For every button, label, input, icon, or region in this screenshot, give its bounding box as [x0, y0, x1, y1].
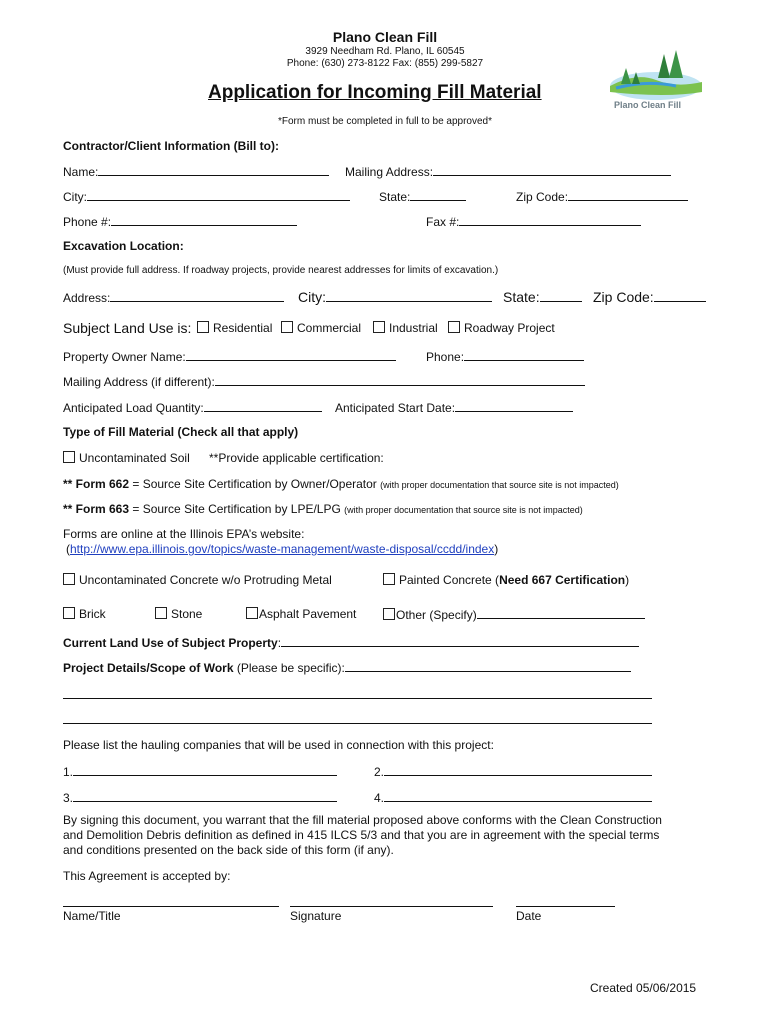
hauling-4-field[interactable]: [374, 790, 652, 805]
checkbox-icon[interactable]: [155, 607, 167, 619]
checkbox-icon[interactable]: [383, 608, 395, 620]
contractor-phone-field[interactable]: [63, 214, 297, 229]
checkbox-icon[interactable]: [373, 321, 385, 333]
land-use-roadway-label: Roadway Project: [464, 321, 555, 335]
excavation-zip-field[interactable]: [593, 288, 706, 305]
contractor-phone-label: Phone #:: [63, 215, 112, 229]
current-use-label: Current Land Use of Subject Property: [63, 636, 278, 650]
fill-other-label: Other (Specify): [396, 608, 477, 622]
form-663-text: = Source Site Certification by LPE/LPG: [129, 502, 345, 516]
hauling-prompt: Please list the hauling companies that will be used in connection with this project:: [63, 738, 494, 752]
load-qty-label: Anticipated Load Quantity:: [63, 401, 204, 415]
checkbox-icon[interactable]: [246, 607, 258, 619]
hauling-1-field[interactable]: [63, 764, 337, 779]
excavation-address-label: Address:: [63, 291, 111, 305]
excavation-city-label: City:: [298, 289, 326, 305]
project-details-line[interactable]: [345, 660, 631, 672]
contractor-zip-label: Zip Code:: [516, 190, 569, 204]
project-details-line-2[interactable]: [63, 698, 652, 699]
fill-concrete-label: Uncontaminated Concrete w/o Protruding Metal: [79, 573, 332, 587]
fill-asphalt-option[interactable]: [246, 607, 356, 621]
load-qty-field[interactable]: [63, 400, 322, 415]
form-662-note: (with proper documentation that source site is not impacted): [380, 480, 619, 490]
land-use-commercial-label: Commercial: [297, 321, 362, 335]
checkbox-icon[interactable]: [383, 573, 395, 585]
epa-link-wrapper: (http://www.epa.illinois.gov/topics/waste-management/waste-disposal/ccdd/index): [66, 542, 499, 556]
checkbox-icon[interactable]: [448, 321, 460, 333]
start-date-line[interactable]: [455, 400, 573, 412]
fill-painted-end: ): [625, 573, 630, 587]
hauling-4-line[interactable]: [384, 790, 652, 802]
name-title-label: Name/Title: [63, 909, 121, 923]
hauling-3-number: 3.: [63, 791, 74, 805]
excavation-state-field[interactable]: [503, 288, 582, 305]
form-663-note: (with proper documentation that source site is not impacted): [344, 505, 583, 515]
land-use-commercial[interactable]: [281, 321, 361, 335]
checkbox-icon[interactable]: [63, 607, 75, 619]
excavation-city-field[interactable]: [298, 288, 492, 305]
contractor-heading: Contractor/Client Information (Bill to):: [63, 139, 279, 153]
form-subtitle: *Form must be completed in full to be approved*: [278, 116, 492, 127]
project-details-hint: (Please be specific):: [233, 661, 345, 675]
contractor-mailing-label: Mailing Address:: [345, 165, 434, 179]
hauling-1-line[interactable]: [73, 764, 337, 776]
forms-online-text: Forms are online at the Illinois EPA’s website:: [63, 527, 305, 541]
contractor-state-field[interactable]: [379, 189, 466, 204]
contractor-fax-line[interactable]: [459, 214, 641, 226]
logo-text: Plano Clean Fill: [614, 100, 682, 110]
current-use-line[interactable]: [281, 635, 639, 647]
agreement-line-2: and Demolition Debris definition as defined in 415 ILCS 5/3 and that you are in agreement with the special terms: [63, 828, 660, 842]
project-details-field[interactable]: [63, 660, 631, 675]
fill-stone-label: Stone: [171, 607, 203, 621]
checkbox-icon[interactable]: [63, 451, 75, 463]
start-date-label: Anticipated Start Date:: [335, 401, 456, 415]
land-use-label: Subject Land Use is:: [63, 320, 192, 336]
form-662-line: [63, 477, 619, 491]
signature-line[interactable]: [290, 906, 493, 907]
fill-brick-label: Brick: [79, 607, 106, 621]
land-use-industrial-label: Industrial: [389, 321, 438, 335]
checkbox-icon[interactable]: [197, 321, 209, 333]
contractor-mailing-field[interactable]: [345, 164, 671, 179]
excavation-address-line[interactable]: [110, 290, 284, 302]
checkbox-icon[interactable]: [281, 321, 293, 333]
owner-phone-label: Phone:: [426, 350, 465, 364]
company-phone-fax: Phone: (630) 273-8122 Fax: (855) 299-5827: [286, 58, 484, 69]
current-use-colon: :: [277, 636, 282, 650]
contractor-city-line[interactable]: [87, 189, 350, 201]
fill-painted-option[interactable]: [383, 573, 629, 587]
contractor-state-label: State:: [379, 190, 411, 204]
fill-stone-option[interactable]: [155, 607, 202, 621]
excavation-note: (Must provide full address. If roadway projects, provide nearest addresses for limits of excavation.): [63, 265, 499, 276]
hauling-3-line[interactable]: [73, 790, 337, 802]
land-use-roadway[interactable]: [448, 321, 555, 335]
fill-other-line[interactable]: [477, 607, 645, 619]
company-name: Plano Clean Fill: [332, 29, 438, 45]
owner-name-line[interactable]: [186, 349, 396, 361]
signature-label: Signature: [290, 909, 342, 923]
fill-soil-note: **Provide applicable certification:: [209, 451, 384, 465]
checkbox-icon[interactable]: [63, 573, 75, 585]
start-date-field[interactable]: [335, 400, 573, 415]
company-address: 3929 Needham Rd. Plano, IL 60545: [305, 46, 465, 57]
contractor-name-line[interactable]: [98, 164, 329, 176]
contractor-city-label: City:: [63, 190, 87, 204]
name-title-line[interactable]: [63, 906, 279, 907]
agreement-line-3: and conditions presented on the back side of this form (if any).: [63, 843, 394, 857]
excavation-zip-line[interactable]: [654, 288, 706, 302]
contractor-fax-field[interactable]: [426, 214, 641, 229]
owner-mailing-line[interactable]: [215, 374, 585, 386]
date-line[interactable]: [516, 906, 615, 907]
form-title: Application for Incoming Fill Material: [208, 82, 542, 103]
owner-phone-line[interactable]: [464, 349, 584, 361]
owner-phone-field[interactable]: [426, 349, 584, 364]
contractor-name-label: Name:: [63, 165, 99, 179]
project-details-line-3[interactable]: [63, 723, 652, 724]
contractor-state-line[interactable]: [410, 189, 466, 201]
fill-painted-label: Painted Concrete (: [399, 573, 500, 587]
current-use-field[interactable]: [63, 635, 639, 650]
owner-name-label: Property Owner Name:: [63, 350, 186, 364]
excavation-address-field[interactable]: [63, 290, 284, 305]
fill-brick-option[interactable]: [63, 607, 106, 621]
owner-mailing-label: Mailing Address (if different):: [63, 375, 215, 389]
hauling-2-number: 2.: [374, 765, 385, 779]
excavation-state-line[interactable]: [540, 288, 582, 302]
hauling-2-line[interactable]: [384, 764, 652, 776]
contractor-phone-line[interactable]: [111, 214, 297, 226]
hauling-1-number: 1.: [63, 765, 74, 779]
contractor-name-field[interactable]: [63, 164, 329, 179]
load-qty-line[interactable]: [204, 400, 322, 412]
fill-asphalt-label: Asphalt Pavement: [259, 607, 357, 621]
fill-soil-label: Uncontaminated Soil: [79, 451, 190, 465]
project-details-label: Project Details/Scope of Work: [63, 661, 234, 675]
form-663-line: [63, 502, 583, 516]
agreement-accepted: This Agreement is accepted by:: [63, 869, 231, 883]
land-use-residential-label: Residential: [213, 321, 273, 335]
fill-concrete-option[interactable]: [63, 573, 332, 587]
contractor-fax-label: Fax #:: [426, 215, 460, 229]
form-662-text: = Source Site Certification by Owner/Operator: [129, 477, 381, 491]
epa-link[interactable]: http://www.epa.illinois.gov/topics/waste-management/waste-disposal/ccdd/index: [70, 542, 495, 556]
excavation-zip-label: Zip Code:: [593, 289, 654, 305]
form-662-label: ** Form 662: [63, 477, 130, 491]
excavation-state-label: State:: [503, 289, 540, 305]
hauling-3-field[interactable]: [63, 790, 337, 805]
contractor-zip-line[interactable]: [568, 189, 688, 201]
fill-soil-option[interactable]: [63, 451, 190, 465]
fill-other-option[interactable]: [383, 607, 645, 622]
land-use-industrial[interactable]: [373, 321, 438, 335]
fill-heading: Type of Fill Material (Check all that apply): [63, 425, 299, 439]
contractor-zip-field[interactable]: [516, 189, 688, 204]
contractor-city-field[interactable]: [63, 189, 350, 204]
created-date: Created 05/06/2015: [590, 981, 697, 995]
hauling-2-field[interactable]: [374, 764, 652, 779]
agreement-line-1: By signing this document, you warrant that the fill material proposed above conforms with the Clean Construction: [63, 813, 662, 827]
excavation-city-line[interactable]: [326, 288, 492, 302]
owner-mailing-field[interactable]: [63, 374, 585, 389]
land-use-residential[interactable]: [197, 321, 272, 335]
company-logo: [606, 46, 706, 118]
form-663-label: ** Form 663: [63, 502, 130, 516]
owner-name-field[interactable]: [63, 349, 396, 364]
fill-painted-bold: Need 667 Certification: [499, 573, 626, 587]
excavation-heading: Excavation Location:: [63, 239, 184, 253]
date-label: Date: [516, 909, 542, 923]
contractor-mailing-line[interactable]: [433, 164, 671, 176]
hauling-4-number: 4.: [374, 791, 385, 805]
